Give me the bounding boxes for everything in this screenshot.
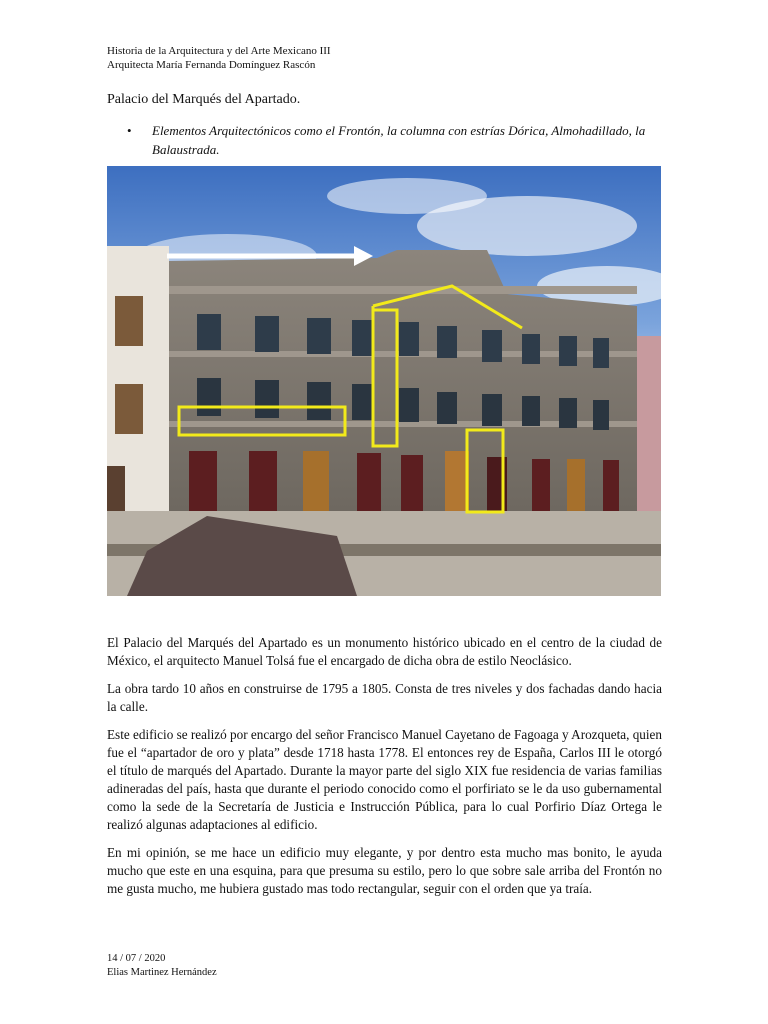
course-name: Historia de la Arquitectura y del Arte Mexicano III — [107, 45, 331, 57]
paragraph-opinion: En mi opinión, se me hace un edificio muy elegante, y por dentro esta mucho mas bonito, le ayuda mucho que este en una esquina, para que presuma su estilo, pero lo que sobre sale arriba del Frontón no me gusta mucho, me hubiera gustado mas todo rectangular, seguir con el orden que ya traía. — [107, 845, 662, 896]
building-photo — [107, 166, 661, 596]
footer-author: Elias Martinez Hernández — [107, 967, 217, 978]
bullet-item — [127, 121, 672, 159]
paragraph-history: Este edificio se realizó por encargo del señor Francisco Manuel Cayetano de Fagoaga y Arozqueta, quien fue el “apartador de oro y plata” desde 1718 hasta 1778. El entonces rey de España, Carlos III le otorgó el título de marqués del Apartado. Durante la mayor parte del siglo XIX fue residencia de varias familias adineradas del país, hasta que durante el periodo conocido como el porfiriato se le da uso gubernamental como la sede de la Secretaría de Justicia e Instrucción Pública, para lo cual Porfirio Díaz Ortega le realizó algunas adaptaciones al edificio. — [107, 727, 662, 832]
building-photo-illustration — [107, 166, 661, 596]
bullet-dot-icon: • — [127, 123, 132, 138]
page-header — [107, 44, 331, 72]
teacher-name: Arquitecta María Fernanda Domínguez Rascón — [107, 59, 316, 71]
right-building — [637, 336, 661, 511]
paragraph-intro: El Palacio del Marqués del Apartado es un monumento histórico ubicado en el centro de la ciudad de México, el arquitecto Manuel Tolsá fue el encargado de dicha obra de estilo Neoclásico. — [107, 635, 662, 668]
page-footer — [107, 952, 217, 980]
bullet-text: Elementos Arquitectónicos como el Frontón, la columna con estrías Dórica, Almohadillado, la Balaustrada. — [152, 123, 646, 157]
footer-date: 14 / 07 / 2020 — [107, 953, 166, 964]
paragraph-construction: La obra tardo 10 años en construirse de 1795 a 1805. Consta de tres niveles y dos fachadas dando hacia la calle. — [107, 681, 662, 714]
section-title: Palacio del Marqués del Apartado. — [107, 92, 301, 107]
